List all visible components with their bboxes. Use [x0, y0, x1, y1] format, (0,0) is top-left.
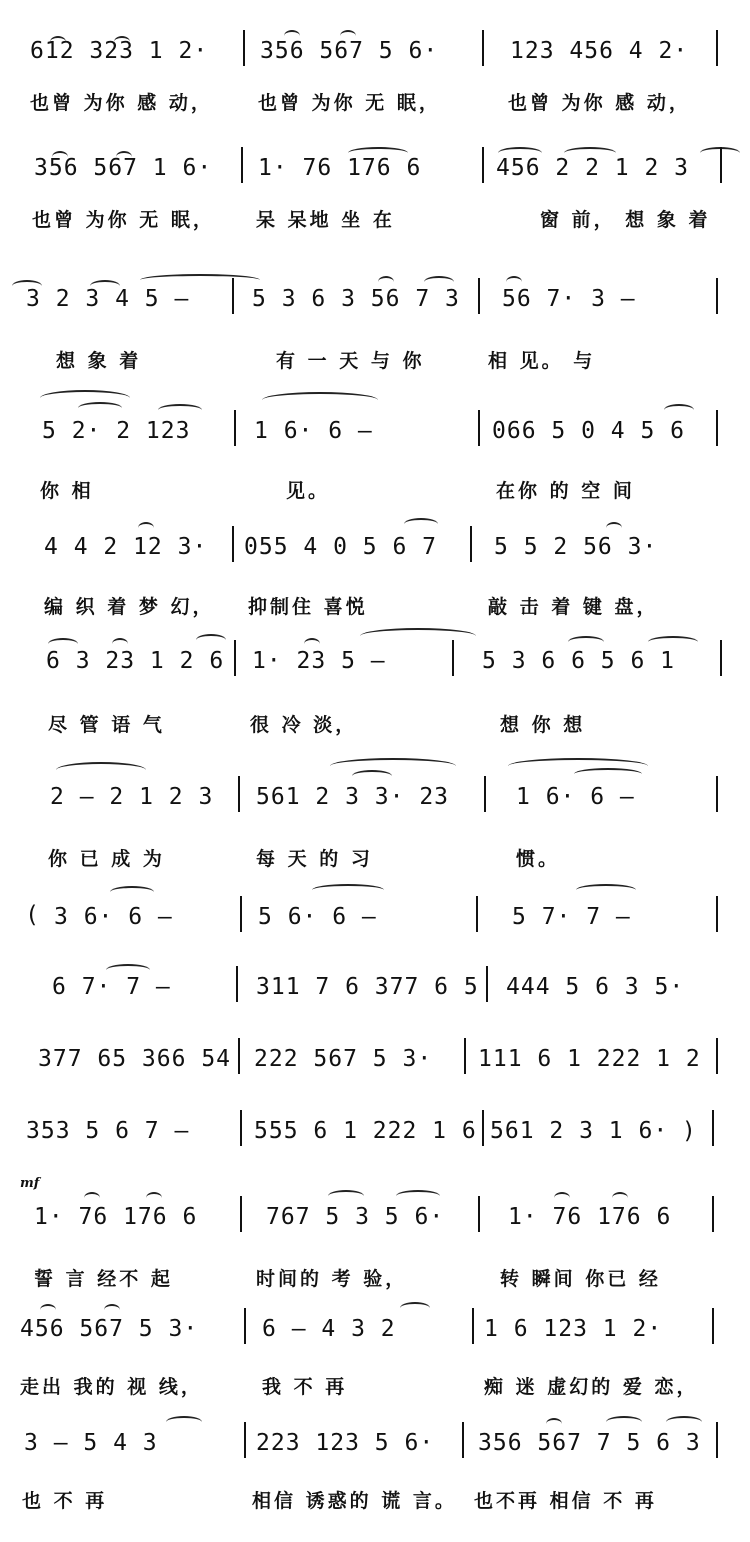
lyric-text: 誓 言 经不 起 [34, 1268, 173, 1290]
barline [244, 1308, 246, 1344]
lyric-text: 你 已 成 为 [48, 848, 165, 870]
lyric-line [0, 702, 750, 742]
lyric-text: 也曾 为你 感 动， [30, 92, 213, 114]
barline [452, 640, 454, 676]
lyric-line [0, 836, 750, 876]
measure: 1· 76 176 6 [258, 155, 422, 181]
notation-line [0, 1186, 750, 1246]
measure: 6 7· 7 – [52, 974, 171, 1000]
lyric-text: 惯。 [516, 848, 561, 870]
slur [110, 886, 154, 898]
barline [238, 1038, 240, 1074]
barline [482, 1110, 484, 1146]
measure: 1· 76 176 6 [34, 1204, 198, 1230]
measure: 356 567 5 6· [260, 38, 439, 64]
score-system [0, 766, 750, 876]
barline [240, 896, 242, 932]
measure: 353 5 6 7 – [26, 1118, 190, 1144]
lyric-text: 走出 我的 视 线， [20, 1376, 203, 1398]
measure: 456 567 5 3· [20, 1316, 199, 1342]
slur [56, 762, 146, 778]
notation-line [0, 1028, 750, 1088]
measure: 5 3 6 6 5 6 1 [482, 648, 676, 674]
measure: 5 2· 2 123 [42, 418, 191, 444]
score-system [0, 1412, 750, 1522]
measure: 123 456 4 2· [510, 38, 689, 64]
slur [546, 1418, 562, 1430]
notation-line [0, 630, 750, 690]
lyric-text: 编 织 着 梦 幻， [44, 596, 215, 618]
measure: 6 – 4 3 2 [262, 1316, 396, 1342]
score-system [0, 268, 750, 378]
barline [482, 30, 484, 66]
slur [312, 884, 384, 896]
score-system [0, 516, 750, 626]
barline [241, 147, 243, 183]
notation-line [0, 268, 750, 328]
lyric-text: 也曾 为你 无 眠， [258, 92, 441, 114]
score-system [0, 20, 750, 130]
measure: 356 567 1 6· [34, 155, 213, 181]
measure: 377 65 366 54 [38, 1046, 232, 1072]
lyric-text: 痴 迷 虚幻的 爱 恋， [484, 1376, 699, 1398]
slur [84, 1192, 100, 1204]
barline [716, 1422, 718, 1458]
lyric-text: 抑制住 喜悦 [248, 596, 368, 618]
lyric-line [0, 1478, 750, 1518]
measure: 356 567 7 5 6 3 [478, 1430, 701, 1456]
measure: 555 6 1 222 1 6 [254, 1118, 477, 1144]
measure: 2 – 2 1 2 3 [50, 784, 214, 810]
slur [262, 392, 378, 408]
notation-line [0, 20, 750, 80]
barline [232, 278, 234, 314]
score-system [0, 1186, 750, 1296]
slur [612, 1192, 628, 1204]
barline [478, 278, 480, 314]
open-parenthesis: ( [28, 902, 37, 928]
notation-line [0, 1100, 750, 1160]
notation-line [0, 137, 750, 197]
notation-line [0, 1412, 750, 1472]
measure: 612 323 1 2· [30, 38, 209, 64]
lyric-text: 你 相 [40, 480, 94, 502]
measure: 5 3 6 3 56 7 3 [252, 286, 460, 312]
barline [464, 1038, 466, 1074]
barline [720, 147, 722, 183]
barline [720, 640, 722, 676]
slur [360, 628, 476, 644]
barline [244, 1422, 246, 1458]
barline [476, 896, 478, 932]
lyric-text: 想 你 想 [500, 714, 586, 736]
barline [243, 30, 245, 66]
dynamic-marking: mf [20, 1176, 40, 1191]
measure: 561 2 3 1 6· [490, 1118, 669, 1144]
score-system [0, 400, 750, 510]
measure: 4 4 2 12 3· [44, 534, 208, 560]
barline [716, 278, 718, 314]
slur [78, 402, 122, 414]
lyric-text: 也曾 为你 感 动， [508, 92, 691, 114]
measure: 1 6· 6 – [254, 418, 373, 444]
lyric-text: 呆 呆地 坐 在 [256, 209, 395, 231]
slur [400, 1302, 430, 1314]
lyric-line [0, 1256, 750, 1296]
barline [484, 776, 486, 812]
lyric-text: 也 不 再 [22, 1490, 108, 1512]
lyric-text: 在你 的 空 间 [496, 480, 635, 502]
slur [648, 636, 698, 648]
measure: 6 3 23 1 2 6 [46, 648, 225, 674]
lyric-line [0, 338, 750, 378]
measure: 222 567 5 3· [254, 1046, 433, 1072]
lyric-text: 很 冷 淡， [250, 714, 358, 736]
close-parenthesis: ) [684, 1118, 693, 1144]
notation-line [0, 1298, 750, 1358]
measure: 456 2 2 1 2 3 [496, 155, 690, 181]
lyric-text: 时间的 考 验， [256, 1268, 408, 1290]
lyric-line [0, 1364, 750, 1404]
lyric-text: 尽 管 语 气 [48, 714, 165, 736]
lyric-text: 也不再 相信 不 再 [474, 1490, 657, 1512]
lyric-text: 窗 前， 想 象 着 [540, 209, 711, 231]
measure: 1· 76 176 6 [508, 1204, 672, 1230]
slur [138, 522, 154, 534]
barline [240, 1110, 242, 1146]
slur [404, 518, 438, 530]
slur [664, 404, 694, 416]
lyric-text: 相 见。 与 [488, 350, 596, 372]
slur [166, 1416, 202, 1428]
barline [472, 1308, 474, 1344]
barline [478, 1196, 480, 1232]
measure: 1 6 123 1 2· [484, 1316, 663, 1342]
measure: 3 2 3 4 5 – [26, 286, 190, 312]
barline [470, 526, 472, 562]
barline [240, 1196, 242, 1232]
slur [568, 636, 604, 648]
slur [104, 1304, 120, 1316]
notation-line [0, 516, 750, 576]
barline [712, 1308, 714, 1344]
measure: 1· 23 5 – [252, 648, 386, 674]
measure: 1 6· 6 – [516, 784, 635, 810]
slur [40, 1304, 56, 1316]
notation-line [0, 400, 750, 460]
barline [712, 1196, 714, 1232]
slur [574, 768, 642, 780]
slur [396, 1190, 440, 1202]
slur [554, 1192, 570, 1204]
barline [716, 776, 718, 812]
slur [666, 1416, 702, 1428]
slur [606, 522, 622, 534]
barline [238, 776, 240, 812]
lyric-text: 也曾 为你 无 眠， [32, 209, 215, 231]
measure: 444 5 6 3 5· [506, 974, 685, 1000]
lyric-text: 每 天 的 习 [256, 848, 373, 870]
slur [328, 1190, 364, 1202]
notation-line [0, 886, 750, 946]
lyric-line [0, 468, 750, 508]
barline [716, 1038, 718, 1074]
measure: 561 2 3 3· 23 [256, 784, 450, 810]
lyric-line [0, 197, 750, 237]
measure: 5 5 2 56 3· [494, 534, 658, 560]
barline [716, 410, 718, 446]
barline [462, 1422, 464, 1458]
slur [352, 770, 392, 782]
measure: 3 – 5 4 3 [24, 1430, 158, 1456]
measure: 5 7· 7 – [512, 904, 631, 930]
measure: 767 5 3 5 6· [266, 1204, 445, 1230]
slur [330, 758, 456, 774]
lyric-line [0, 584, 750, 624]
lyric-text: 转 瞬间 你已 经 [500, 1268, 661, 1290]
measure: 066 5 0 4 5 6 [492, 418, 686, 444]
notation-line [0, 766, 750, 826]
lyric-text: 有 一 天 与 你 [276, 350, 425, 372]
barline [234, 640, 236, 676]
measure: 055 4 0 5 6 7 [244, 534, 438, 560]
slur [140, 274, 260, 286]
score-system [0, 137, 750, 247]
barline [232, 526, 234, 562]
slur [158, 404, 202, 416]
slur [196, 634, 226, 646]
measure: 5 6· 6 – [258, 904, 377, 930]
lyric-text: 敲 击 着 键 盘， [488, 596, 659, 618]
barline [716, 30, 718, 66]
score-system [0, 1298, 750, 1408]
barline [716, 896, 718, 932]
lyric-text: 想 象 着 [56, 350, 142, 372]
measure: 111 6 1 222 1 2 [478, 1046, 701, 1072]
score-system [0, 630, 750, 740]
lyric-line [0, 80, 750, 120]
lyric-text: 我 不 再 [262, 1376, 348, 1398]
barline [234, 410, 236, 446]
notation-line [0, 956, 750, 1016]
barline [236, 966, 238, 1002]
barline [478, 410, 480, 446]
lyric-text: 见。 [286, 480, 331, 502]
barline [712, 1110, 714, 1146]
slur [146, 1192, 162, 1204]
measure: 223 123 5 6· [256, 1430, 435, 1456]
barline [486, 966, 488, 1002]
slur [606, 1416, 642, 1428]
slur [576, 884, 636, 896]
measure: 56 7· 3 – [502, 286, 636, 312]
measure: 3 6· 6 – [54, 904, 173, 930]
lyric-text: 相信 诱惑的 谎 言。 [252, 1490, 457, 1512]
barline [482, 147, 484, 183]
measure: 311 7 6 377 6 5 [256, 974, 479, 1000]
